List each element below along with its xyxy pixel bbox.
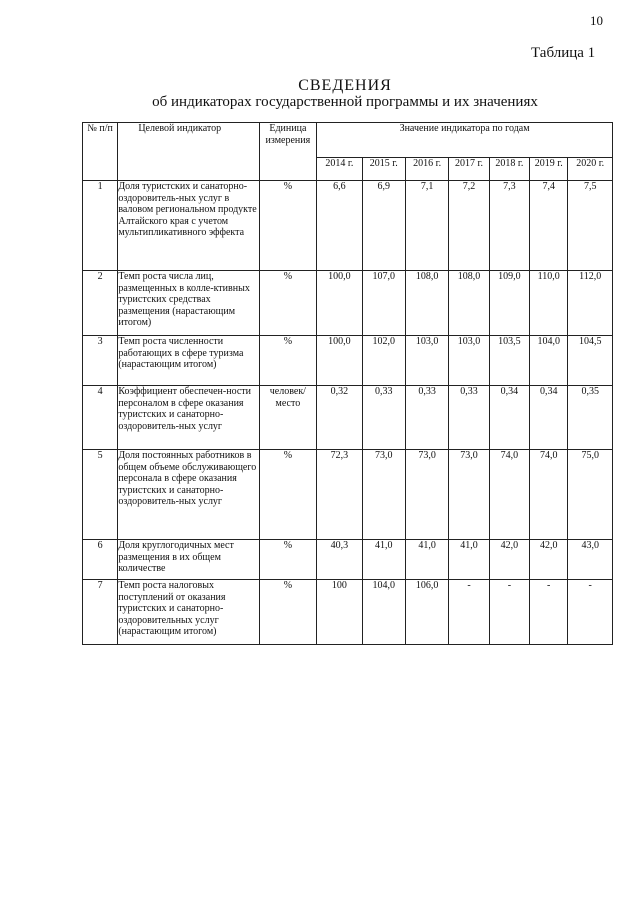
indicator-name: Темп роста налоговых поступлений от оказания туристских и санаторно-оздоровительных услуг (нарастающим итогом) <box>118 580 259 645</box>
indicator-value: 0,32 <box>317 386 362 450</box>
indicator-value: 72,3 <box>317 450 362 540</box>
table-row <box>83 181 613 271</box>
indicator-unit: % <box>259 181 317 271</box>
indicator-value: 0,35 <box>568 386 613 450</box>
indicator-value: 42,0 <box>530 540 568 580</box>
indicator-value: 106,0 <box>405 580 448 645</box>
indicator-name: Доля постоянных работников в общем объеме обслуживающего персонала в сфере оказания туристских и санаторно-оздоровитель-ных услуг <box>118 450 259 540</box>
year-header: 2015 г. <box>362 158 405 181</box>
indicator-value: 109,0 <box>489 271 529 336</box>
indicator-value: 7,5 <box>568 181 613 271</box>
row-num: 1 <box>83 181 118 271</box>
document-subtitle: об индикаторах государственной программы и их значениях <box>152 94 538 110</box>
indicator-value: 7,1 <box>405 181 448 271</box>
year-header: 2018 г. <box>489 158 529 181</box>
indicator-value: 100,0 <box>317 271 362 336</box>
indicator-value: 75,0 <box>568 450 613 540</box>
row-num: 6 <box>83 540 118 580</box>
indicator-value: 40,3 <box>317 540 362 580</box>
row-num: 7 <box>83 580 118 645</box>
indicator-value: 73,0 <box>405 450 448 540</box>
year-header: 2014 г. <box>317 158 362 181</box>
document-title: СВЕДЕНИЯ <box>298 77 392 94</box>
indicator-value: - <box>489 580 529 645</box>
indicator-value: 0,33 <box>362 386 405 450</box>
indicator-value: 7,3 <box>489 181 529 271</box>
indicator-value: 0,33 <box>449 386 489 450</box>
indicator-value: 103,0 <box>405 336 448 386</box>
indicator-value: 104,5 <box>568 336 613 386</box>
indicator-unit: % <box>259 540 317 580</box>
indicator-unit: % <box>259 271 317 336</box>
indicator-value: - <box>530 580 568 645</box>
indicator-name: Доля туристских и санаторно-оздоровитель-ных услуг в валовом региональном продукте Алтайского края с учетом мультипликативного эффекта <box>118 181 259 271</box>
indicator-value: 102,0 <box>362 336 405 386</box>
header-num: № п/п <box>83 123 118 181</box>
row-num: 5 <box>83 450 118 540</box>
indicator-value: 112,0 <box>568 271 613 336</box>
indicator-value: 107,0 <box>362 271 405 336</box>
page-number: 10 <box>590 13 603 28</box>
year-header: 2016 г. <box>405 158 448 181</box>
indicator-name: Темп роста численности работающих в сфере туризма (нарастающим итогом) <box>118 336 259 386</box>
year-header: 2020 г. <box>568 158 613 181</box>
indicator-name: Доля круглогодичных мест размещения в их общем количестве <box>118 540 259 580</box>
indicator-value: 6,6 <box>317 181 362 271</box>
header-unit: Единица измерения <box>259 123 317 181</box>
indicator-value: 104,0 <box>362 580 405 645</box>
indicator-value: 74,0 <box>489 450 529 540</box>
row-num: 3 <box>83 336 118 386</box>
indicator-value: 6,9 <box>362 181 405 271</box>
indicator-unit: % <box>259 336 317 386</box>
row-num: 4 <box>83 386 118 450</box>
table-row <box>83 271 613 336</box>
indicator-value: 0,33 <box>405 386 448 450</box>
indicator-value: 43,0 <box>568 540 613 580</box>
indicator-value: 42,0 <box>489 540 529 580</box>
indicators-table <box>82 122 613 645</box>
indicator-value: 108,0 <box>449 271 489 336</box>
indicator-value: 100 <box>317 580 362 645</box>
indicator-value: 7,4 <box>530 181 568 271</box>
indicator-value: 73,0 <box>449 450 489 540</box>
indicator-value: 41,0 <box>362 540 405 580</box>
indicator-unit: % <box>259 450 317 540</box>
year-header: 2019 г. <box>530 158 568 181</box>
indicator-value: - <box>568 580 613 645</box>
indicator-value: 104,0 <box>530 336 568 386</box>
table-label: Таблица 1 <box>531 45 596 61</box>
document-heading <box>90 78 600 110</box>
row-num: 2 <box>83 271 118 336</box>
indicator-unit: % <box>259 580 317 645</box>
header-value: Значение индикатора по годам <box>317 123 613 158</box>
indicator-value: 73,0 <box>362 450 405 540</box>
table-header-row <box>83 123 613 158</box>
indicator-value: 41,0 <box>449 540 489 580</box>
header-indicator: Целевой индикатор <box>118 123 259 181</box>
table-row <box>83 386 613 450</box>
indicator-value: - <box>449 580 489 645</box>
year-header: 2017 г. <box>449 158 489 181</box>
indicator-value: 103,0 <box>449 336 489 386</box>
indicator-value: 103,5 <box>489 336 529 386</box>
table-row <box>83 336 613 386</box>
indicator-value: 110,0 <box>530 271 568 336</box>
indicator-value: 7,2 <box>449 181 489 271</box>
indicator-value: 100,0 <box>317 336 362 386</box>
indicator-value: 0,34 <box>489 386 529 450</box>
table-row <box>83 540 613 580</box>
indicator-value: 74,0 <box>530 450 568 540</box>
table-row <box>83 580 613 645</box>
indicator-value: 0,34 <box>530 386 568 450</box>
table-row <box>83 450 613 540</box>
indicator-name: Коэффициент обеспечен-ности персоналом в сфере оказания туристских и санаторно-оздоровитель-ных услуг <box>118 386 259 450</box>
indicator-value: 108,0 <box>405 271 448 336</box>
indicator-name: Темп роста числа лиц, размещенных в колле-ктивных туристских средствах размещения (нарастающим итогом) <box>118 271 259 336</box>
indicator-value: 41,0 <box>405 540 448 580</box>
indicator-unit: человек/ место <box>259 386 317 450</box>
